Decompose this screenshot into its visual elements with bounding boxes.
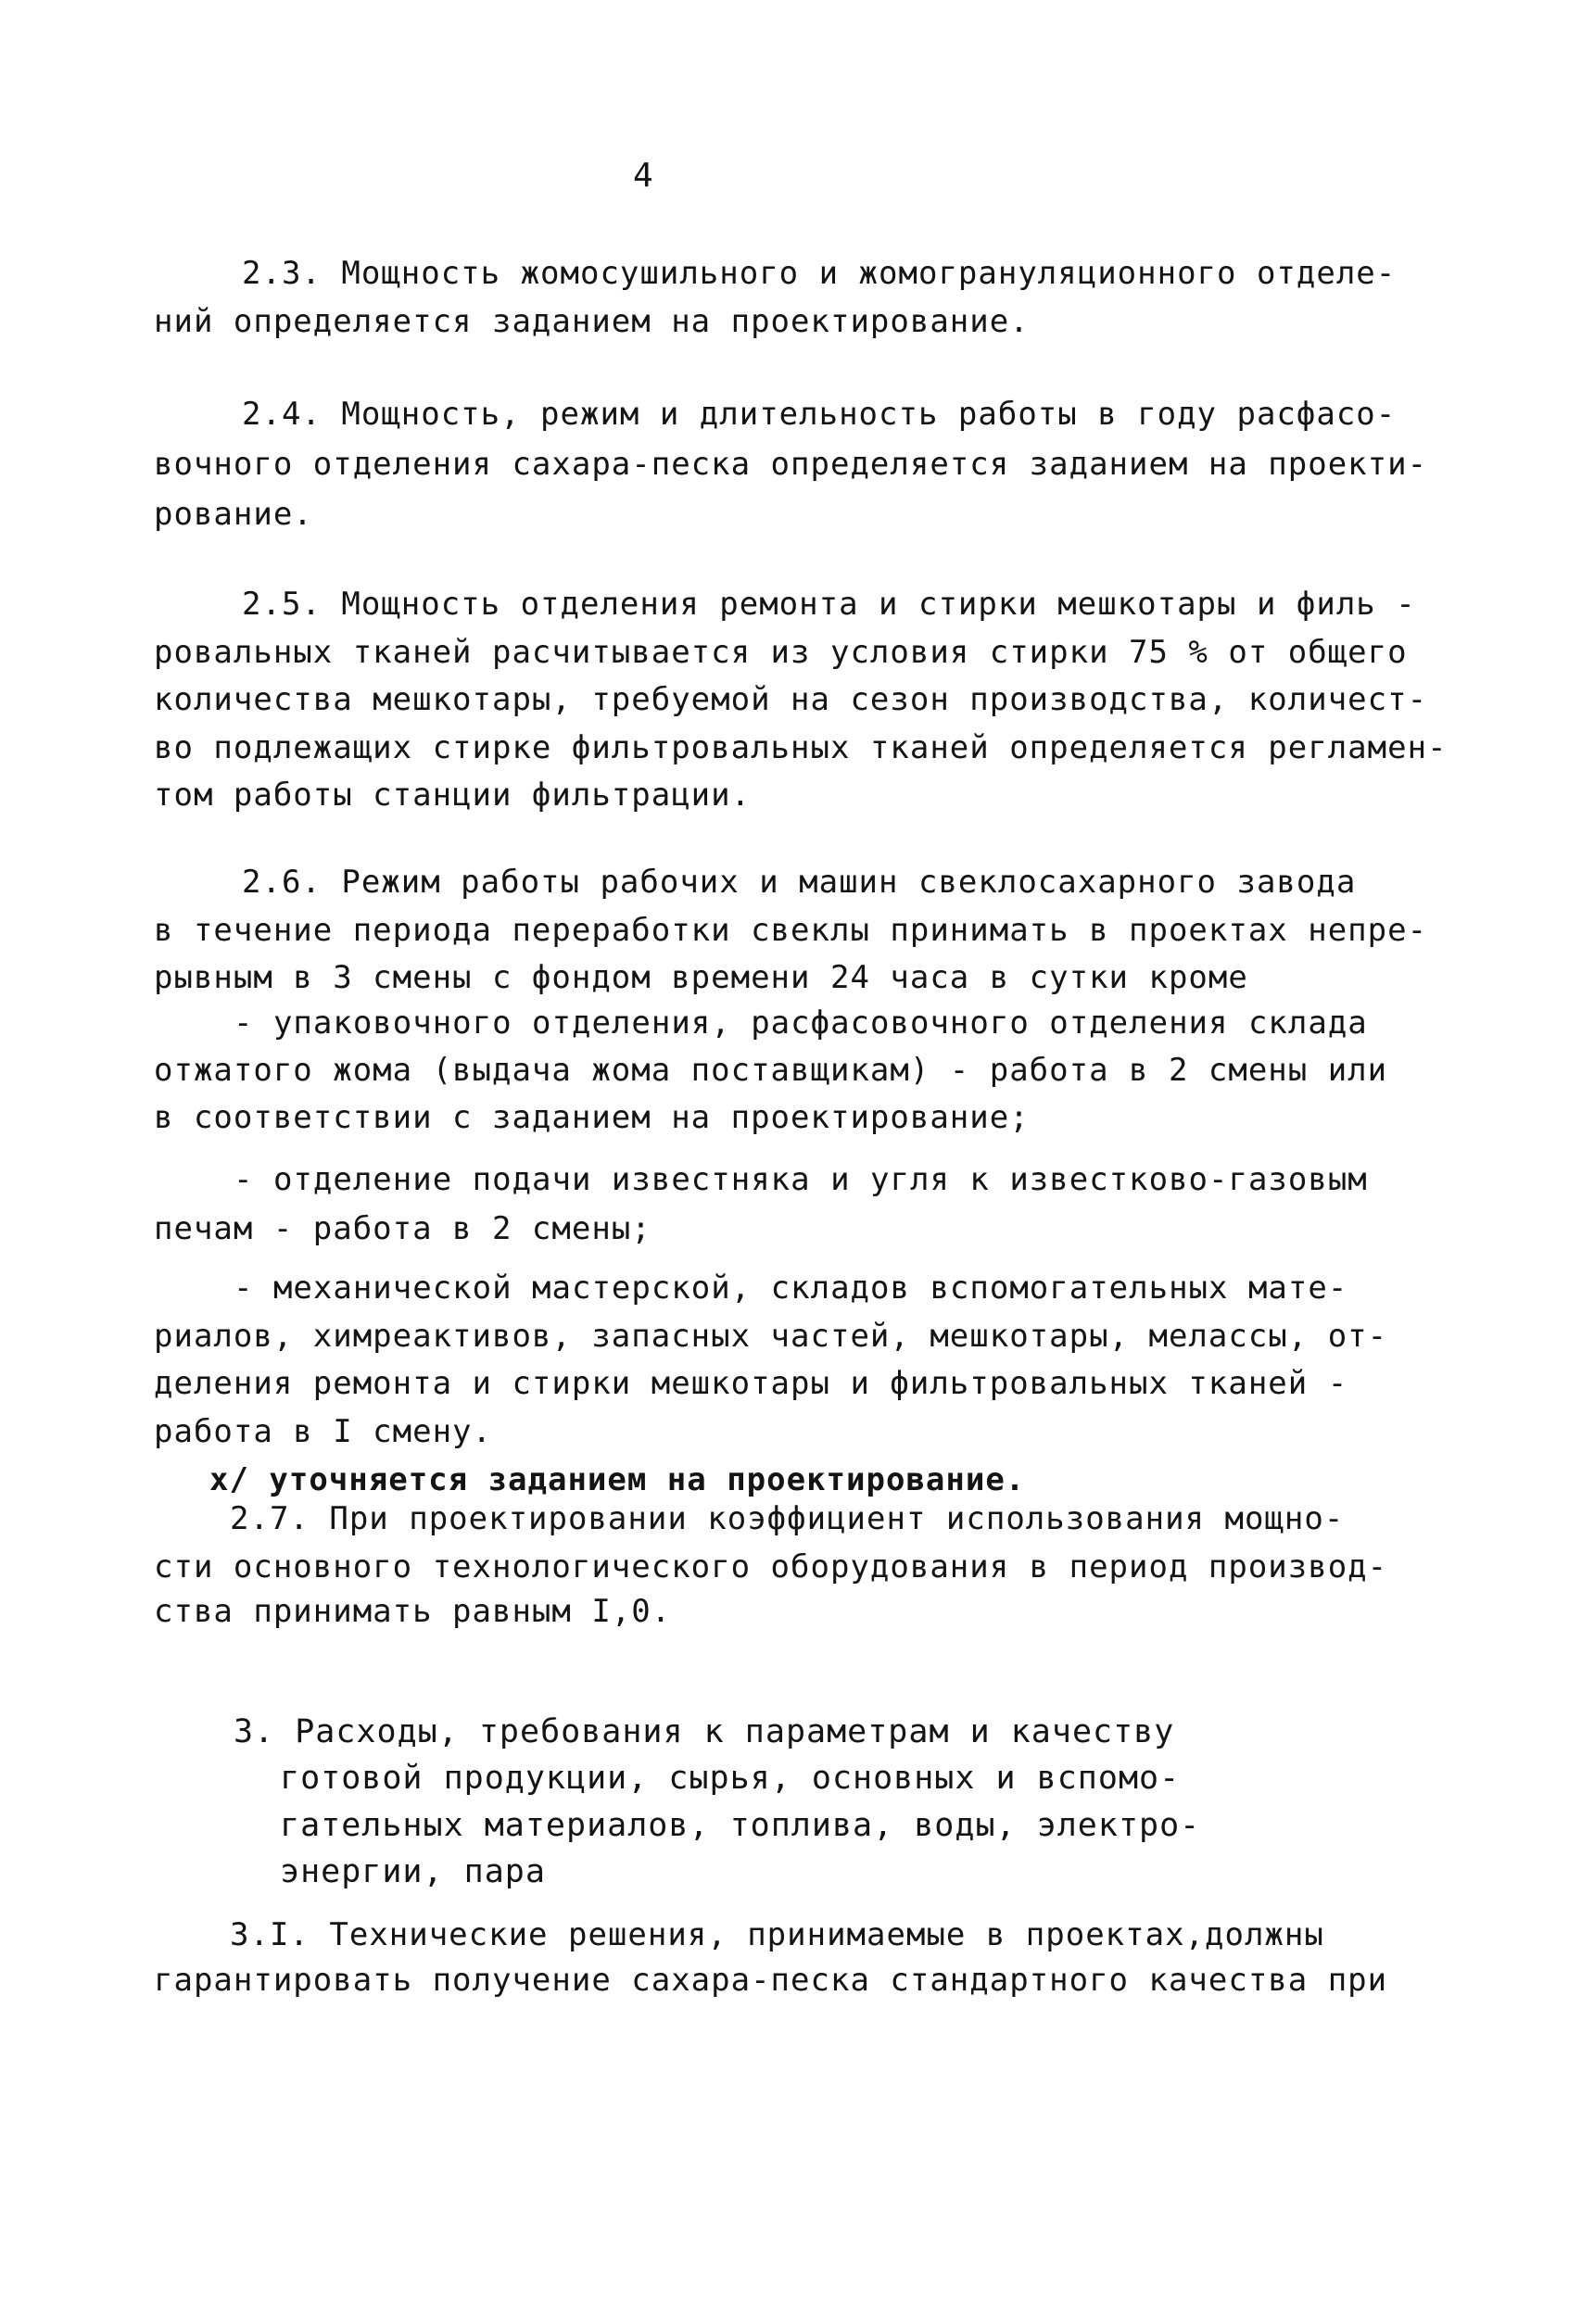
text-line: риалов, химреактивов, запасных частей, мешкотары, мелассы, от- [154,1318,1388,1355]
text-line: 2.4. Мощность, режим и длительность работы в году расфасо- [242,396,1397,433]
text-line: рывным в 3 смены с фондом времени 24 часа в сутки кроме [154,959,1248,996]
page-number: 4 [633,157,654,195]
text-line: том работы станции фильтрации. [154,777,752,814]
text-line: рование. [154,496,313,533]
text-line: количества мешкотары, требуемой на сезон производства, количест- [154,681,1428,718]
heading-line: 3. Расходы, требования к параметрам и качеству [234,1713,1175,1750]
text-line: гарантировать получение сахара-песка стандартного качества при [154,1962,1388,1999]
heading-line: энергии, пара [280,1853,546,1890]
text-line: ровальных тканей расчитывается из условия стирки 75 % от общего [154,634,1408,671]
text-line: - упаковочного отделения, расфасовочного отделения склада [234,1004,1368,1042]
text-line: ства принимать равным I,0. [154,1593,672,1630]
text-line: сти основного технологического оборудования в период производ- [154,1548,1388,1585]
text-line: вочного отделения сахара-песка определяется заданием на проекти- [154,446,1428,483]
text-line: - отделение подачи известняка и угля к известково-газовым [234,1161,1368,1198]
text-line: 3.I. Технические решения, принимаемые в проектах,должны [230,1916,1324,1953]
text-line: 2.3. Мощность жомосушильного и жомогрануляционного отделе- [242,255,1397,292]
text-line: в соответствии с заданием на проектирование; [154,1099,1030,1136]
text-line: в течение периода переработки свеклы принимать в проектах непре- [154,912,1428,949]
text-line: - механической мастерской, складов вспомогательных мате- [234,1269,1348,1307]
text-line: работа в I смену. [154,1413,492,1450]
footnote: х/ уточняется заданием на проектирование. [209,1461,1026,1498]
heading-line: гательных материалов, топлива, воды, электро- [280,1807,1201,1844]
text-line: отжатого жома (выдача жома поставщикам) - работа в 2 смены или [154,1052,1388,1089]
heading-line: готовой продукции, сырья, основных и вспомо- [280,1760,1181,1797]
text-line: ний определяется заданием на проектирование. [154,303,1030,340]
text-line: печам - работа в 2 смены; [154,1210,652,1247]
text-line: 2.7. При проектировании коэффициент использования мощно- [230,1500,1345,1537]
text-line: во подлежащих стирке фильтровальных тканей определяется регламен- [154,729,1448,766]
text-line: 2.6. Режим работы рабочих и машин свеклосахарного завода [242,864,1357,901]
text-line: деления ремонта и стирки мешкотары и фильтровальных тканей - [154,1365,1348,1402]
text-line: 2.5. Мощность отделения ремонта и стирки мешкотары и филь - [242,586,1416,623]
